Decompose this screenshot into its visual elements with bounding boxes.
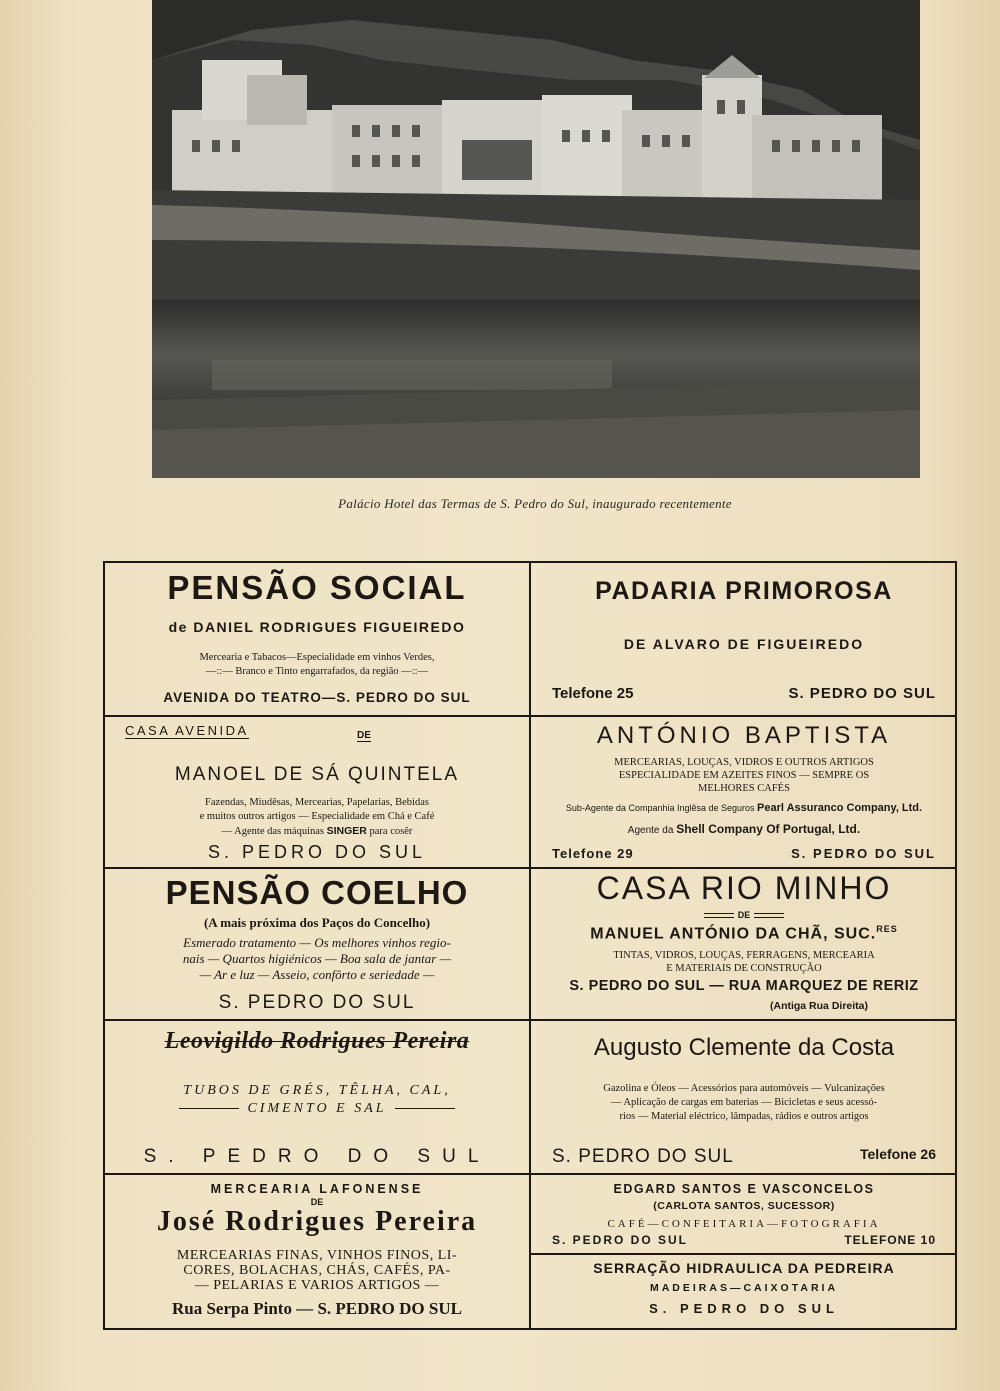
ad-serracao-hidraulica <box>532 1256 956 1329</box>
ad-phone: Telefone 26 <box>860 1146 936 1162</box>
ad-mercearia-lafonense <box>105 1176 529 1329</box>
ad-text: Fazendas, Miudêsas, Mercearias, Papelarias, Bebidas <box>205 797 429 808</box>
ad-pensao-coelho <box>105 870 529 1019</box>
ad-de-label: DE <box>737 910 751 920</box>
ad-edgard-santos <box>532 1176 956 1253</box>
photo-caption: Palácio Hotel das Termas de S. Pedro do Sul, inaugurado recentemente <box>338 496 732 511</box>
ad-owner: José Rodrigues Pereira <box>156 1206 478 1237</box>
ad-title: ANTÓNIO BAPTISTA <box>596 722 892 749</box>
ad-subtitle: (CARLOTA SANTOS, SUCESSOR) <box>653 1200 835 1212</box>
ad-de: DE <box>357 730 371 741</box>
ad-title: Leovigildo Rodrigues Pereira <box>164 1028 470 1054</box>
ad-town: S. PEDRO DO SUL <box>552 1233 689 1247</box>
ad-owner: DE ALVARO DE FIGUEIREDO <box>623 636 865 652</box>
ad-text: para cosêr <box>369 826 413 837</box>
ad-augusto-clemente <box>532 1022 956 1173</box>
ad-title: SERRAÇÃO HIDRAULICA DA PEDREIRA <box>593 1260 895 1276</box>
ad-padaria-primorosa <box>532 563 956 715</box>
divider <box>529 715 955 717</box>
divider <box>105 1173 955 1175</box>
ad-text: rios — Material eléctrico, lâmpadas, rádios e outros artigos <box>619 1111 869 1122</box>
ad-text: Gazolina e Óleos — Acessórios para automóveis — Vulcanizações <box>603 1083 885 1094</box>
divider <box>529 1253 955 1255</box>
ad-phone: Telefone 25 <box>552 685 634 702</box>
ad-text: ESPECIALIDADE EM AZEITES FINOS — SEMPRE OS <box>618 770 870 781</box>
ad-town: S. PEDRO DO SUL <box>143 1146 491 1167</box>
ad-phone: Telefone 29 <box>552 846 634 861</box>
ad-title: CASA AVENIDA <box>125 723 249 738</box>
ad-town: S. PEDRO DO SUL <box>552 1146 734 1167</box>
ad-owner-sup: RES <box>876 924 898 934</box>
ad-antonio-baptista <box>532 718 956 867</box>
ad-text: CORES, BOLACHAS, CHÁS, CAFÉS, PA- <box>183 1263 451 1278</box>
ad-company: Pearl Assuranco Company, Ltd. <box>757 802 923 814</box>
divider <box>529 563 531 1328</box>
ad-text: MERCEARIAS, LOUÇAS, VIDROS E OUTROS ARTIGOS <box>614 757 874 768</box>
ad-owner: MANOEL DE SÁ QUINTELA <box>174 764 460 785</box>
hotel-photograph <box>152 0 920 478</box>
ad-text: MELHORES CAFÉS <box>698 783 790 794</box>
ad-phone: TELEFONE 10 <box>844 1233 936 1247</box>
ad-title: PENSÃO SOCIAL <box>167 569 467 606</box>
ad-town: S. PEDRO DO SUL <box>791 846 936 861</box>
ad-address: AVENIDA DO TEATRO—S. PEDRO DO SUL <box>163 690 471 705</box>
divider <box>105 1019 955 1021</box>
ad-text <box>105 1101 529 1117</box>
ad-text: e muitos outros artigos — Especialidade em Chá e Café <box>199 811 435 822</box>
ad-title: PADARIA PRIMOROSA <box>595 577 893 605</box>
ad-text: Esmerado tratamento — Os melhores vinhos regio- <box>183 935 451 950</box>
ad-text: — Agente das máquinas <box>221 826 324 837</box>
ad-address: Rua Serpa Pinto — S. PEDRO DO SUL <box>172 1299 462 1318</box>
ad-text: Agente da <box>627 825 674 836</box>
ad-town: S. PEDRO DO SUL <box>218 992 416 1013</box>
ad-title: PENSÃO COELHO <box>165 874 469 911</box>
ad-text: — PELARIAS E VARIOS ARTIGOS — <box>194 1278 440 1293</box>
ad-owner: MANUEL ANTÓNIO DA CHÃ, SUC. <box>590 925 877 943</box>
ad-text: — Ar e luz — Asseio, confôrto e seriedade — <box>199 967 435 982</box>
ad-text: nais — Quartos higiénicos — Boa sala de jantar — <box>182 951 452 966</box>
ad-text: — Aplicação de cargas em baterias — Bicicletas e seus acessó- <box>610 1097 878 1108</box>
ad-address-note: (Antiga Rua Direita) <box>769 1000 868 1012</box>
ad-town: S. PEDRO DO SUL <box>649 1301 839 1316</box>
ad-de <box>532 910 956 920</box>
ad-title: EDGARD SANTOS E VASCONCELOS <box>613 1182 875 1196</box>
ad-title: Augusto Clemente da Costa <box>593 1034 895 1061</box>
ad-title: CASA RIO MINHO <box>596 870 892 906</box>
ad-text: E MATERIAIS DE CONSTRUÇÃO <box>666 963 822 974</box>
ad-town: S. PEDRO DO SUL <box>207 842 427 862</box>
ad-title: MERCEARIA LAFONENSE <box>210 1182 424 1196</box>
ad-subtitle: MADEIRAS—CAIXOTARIA <box>649 1282 839 1294</box>
ad-company: Shell Company Of Portugal, Ltd. <box>676 822 861 836</box>
ad-text: Sub-Agente da Companhia Inglêsa de Seguros <box>565 803 755 813</box>
advertisement-grid <box>103 561 957 1330</box>
ad-casa-avenida <box>105 718 529 867</box>
divider <box>105 867 955 869</box>
ad-pensao-social <box>105 563 529 715</box>
ad-casa-rio-minho <box>532 870 956 1019</box>
ad-text: —::— Branco e Tinto engarrafados, da região —::— <box>205 666 429 677</box>
ad-brand: SINGER <box>326 825 367 837</box>
ad-de: DE <box>310 1197 324 1207</box>
ad-services: CAFÉ—CONFEITARIA—FOTOGRAFIA <box>607 1218 881 1230</box>
ad-subtitle: (A mais próxima dos Paços do Concelho) <box>203 915 431 930</box>
ad-owner: de DANIEL RODRIGUES FIGUEIREDO <box>168 619 466 635</box>
ad-text: TINTAS, VIDROS, LOUÇAS, FERRAGENS, MERCEARIA <box>613 950 875 961</box>
ad-text: TUBOS DE GRÉS, TÊLHA, CAL, <box>183 1083 451 1098</box>
ad-address: S. PEDRO DO SUL — RUA MARQUEZ DE RERIZ <box>569 978 919 994</box>
divider <box>105 715 529 717</box>
ad-town: S. PEDRO DO SUL <box>788 685 936 702</box>
ad-text: MERCEARIAS FINAS, VINHOS FINOS, LI- <box>176 1248 458 1263</box>
ad-text-line: CIMENTO E SAL <box>247 1101 387 1116</box>
ad-text: Mercearia e Tabacos—Especialidade em vinhos Verdes, <box>199 652 435 663</box>
ad-leovigildo <box>105 1022 529 1173</box>
